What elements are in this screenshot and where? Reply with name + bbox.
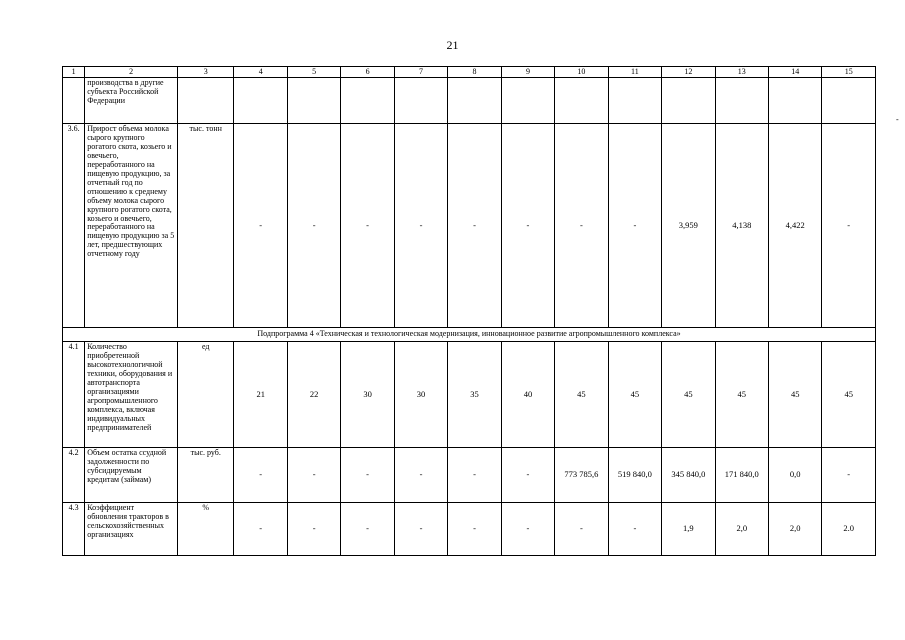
table-row — [63, 448, 876, 503]
value-cell: - — [555, 124, 608, 328]
table-row — [63, 78, 876, 124]
value-cell — [341, 78, 394, 124]
indicator-name: Коэффициент обновления тракторов в сельскохозяйственных организациях — [85, 503, 178, 556]
edge-mark: - — [896, 115, 899, 124]
value-cell: 345 840,0 — [662, 448, 715, 503]
unit-cell: ед — [177, 342, 233, 448]
value-cell: - — [608, 503, 661, 556]
indicator-name: производства в другие субъекта Российской Федерации — [85, 78, 178, 124]
value-cell: 45 — [608, 342, 661, 448]
header-cell: 8 — [448, 67, 501, 78]
table-row — [63, 124, 876, 328]
header-cell: 9 — [501, 67, 554, 78]
value-cell — [608, 78, 661, 124]
header-cell: 12 — [662, 67, 715, 78]
value-cell: - — [501, 448, 554, 503]
value-cell — [234, 78, 287, 124]
value-cell: 4,138 — [715, 124, 768, 328]
value-cell: - — [394, 448, 447, 503]
unit-cell — [177, 78, 233, 124]
value-cell: - — [341, 124, 394, 328]
header-cell: 7 — [394, 67, 447, 78]
value-cell — [448, 78, 501, 124]
header-cell: 3 — [177, 67, 233, 78]
value-cell: 30 — [341, 342, 394, 448]
table-row — [63, 342, 876, 448]
value-cell: - — [448, 503, 501, 556]
value-cell: 773 785,6 — [555, 448, 608, 503]
value-cell: - — [341, 448, 394, 503]
value-cell: - — [234, 503, 287, 556]
value-cell: 21 — [234, 342, 287, 448]
value-cell — [769, 78, 822, 124]
indicator-name: Объем остатка ссудной задолженности по субсидируемым кредитам (займам) — [85, 448, 178, 503]
value-cell: 2.0 — [822, 503, 876, 556]
value-cell: - — [501, 503, 554, 556]
value-cell — [662, 78, 715, 124]
header-cell: 10 — [555, 67, 608, 78]
indicator-name: Прирост объема молока сырого крупного рогатого скота, козьего и овечьего, переработанного на пищевую продукцию, за отчетный год по отношению к среднему объему молока сырого крупного рогатого скота, козьего и овечьего, переработанного на пищевую продукцию за 5 лет, предшествующих отчетному году — [85, 124, 178, 328]
header-row — [63, 67, 876, 78]
unit-cell: % — [177, 503, 233, 556]
value-cell: - — [822, 448, 876, 503]
header-cell: 4 — [234, 67, 287, 78]
unit-cell: тыс. тонн — [177, 124, 233, 328]
value-cell: 45 — [555, 342, 608, 448]
value-cell: - — [448, 124, 501, 328]
value-cell: - — [287, 448, 340, 503]
value-cell: 1,9 — [662, 503, 715, 556]
value-cell: - — [448, 448, 501, 503]
row-number — [63, 78, 85, 124]
value-cell — [555, 78, 608, 124]
value-cell: - — [234, 448, 287, 503]
value-cell: - — [394, 503, 447, 556]
table-row — [63, 503, 876, 556]
value-cell: 519 840,0 — [608, 448, 661, 503]
value-cell: 0,0 — [769, 448, 822, 503]
value-cell — [715, 78, 768, 124]
page-number: 21 — [446, 38, 459, 52]
value-cell — [822, 78, 876, 124]
value-cell: - — [287, 503, 340, 556]
value-cell — [394, 78, 447, 124]
subprogram-row — [63, 328, 876, 342]
value-cell: - — [234, 124, 287, 328]
value-cell: - — [341, 503, 394, 556]
value-cell: 2,0 — [715, 503, 768, 556]
header-cell: 14 — [769, 67, 822, 78]
value-cell: 45 — [822, 342, 876, 448]
header-cell: 5 — [287, 67, 340, 78]
value-cell: 45 — [715, 342, 768, 448]
value-cell: 30 — [394, 342, 447, 448]
subprogram-title: Подпрограмма 4 «Техническая и технологическая модернизация, инновационное развитие агропромышленного комплекса» — [63, 328, 876, 342]
indicator-name: Количество приобретенной высокотехнологичной техники, оборудования и автотранспорта организациями агропромышленного комплекса, включая индивидуальных предпринимателей — [85, 342, 178, 448]
row-number: 4.2 — [63, 448, 85, 503]
header-cell: 1 — [63, 67, 85, 78]
row-number: 3.6. — [63, 124, 85, 328]
indicators-table — [62, 66, 876, 556]
value-cell: - — [555, 503, 608, 556]
header-cell: 2 — [85, 67, 178, 78]
value-cell: 40 — [501, 342, 554, 448]
value-cell: 2,0 — [769, 503, 822, 556]
value-cell: 22 — [287, 342, 340, 448]
row-number: 4.1 — [63, 342, 85, 448]
value-cell: 171 840,0 — [715, 448, 768, 503]
value-cell: - — [608, 124, 661, 328]
value-cell: - — [394, 124, 447, 328]
value-cell — [501, 78, 554, 124]
value-cell — [287, 78, 340, 124]
header-cell: 13 — [715, 67, 768, 78]
value-cell: - — [822, 124, 876, 328]
unit-cell: тыс. руб. — [177, 448, 233, 503]
header-cell: 11 — [608, 67, 661, 78]
value-cell: 3,959 — [662, 124, 715, 328]
row-number: 4.3 — [63, 503, 85, 556]
value-cell: 45 — [662, 342, 715, 448]
value-cell: - — [287, 124, 340, 328]
value-cell: 45 — [769, 342, 822, 448]
header-cell: 6 — [341, 67, 394, 78]
value-cell: 35 — [448, 342, 501, 448]
header-cell: 15 — [822, 67, 876, 78]
value-cell: - — [501, 124, 554, 328]
value-cell: 4,422 — [769, 124, 822, 328]
